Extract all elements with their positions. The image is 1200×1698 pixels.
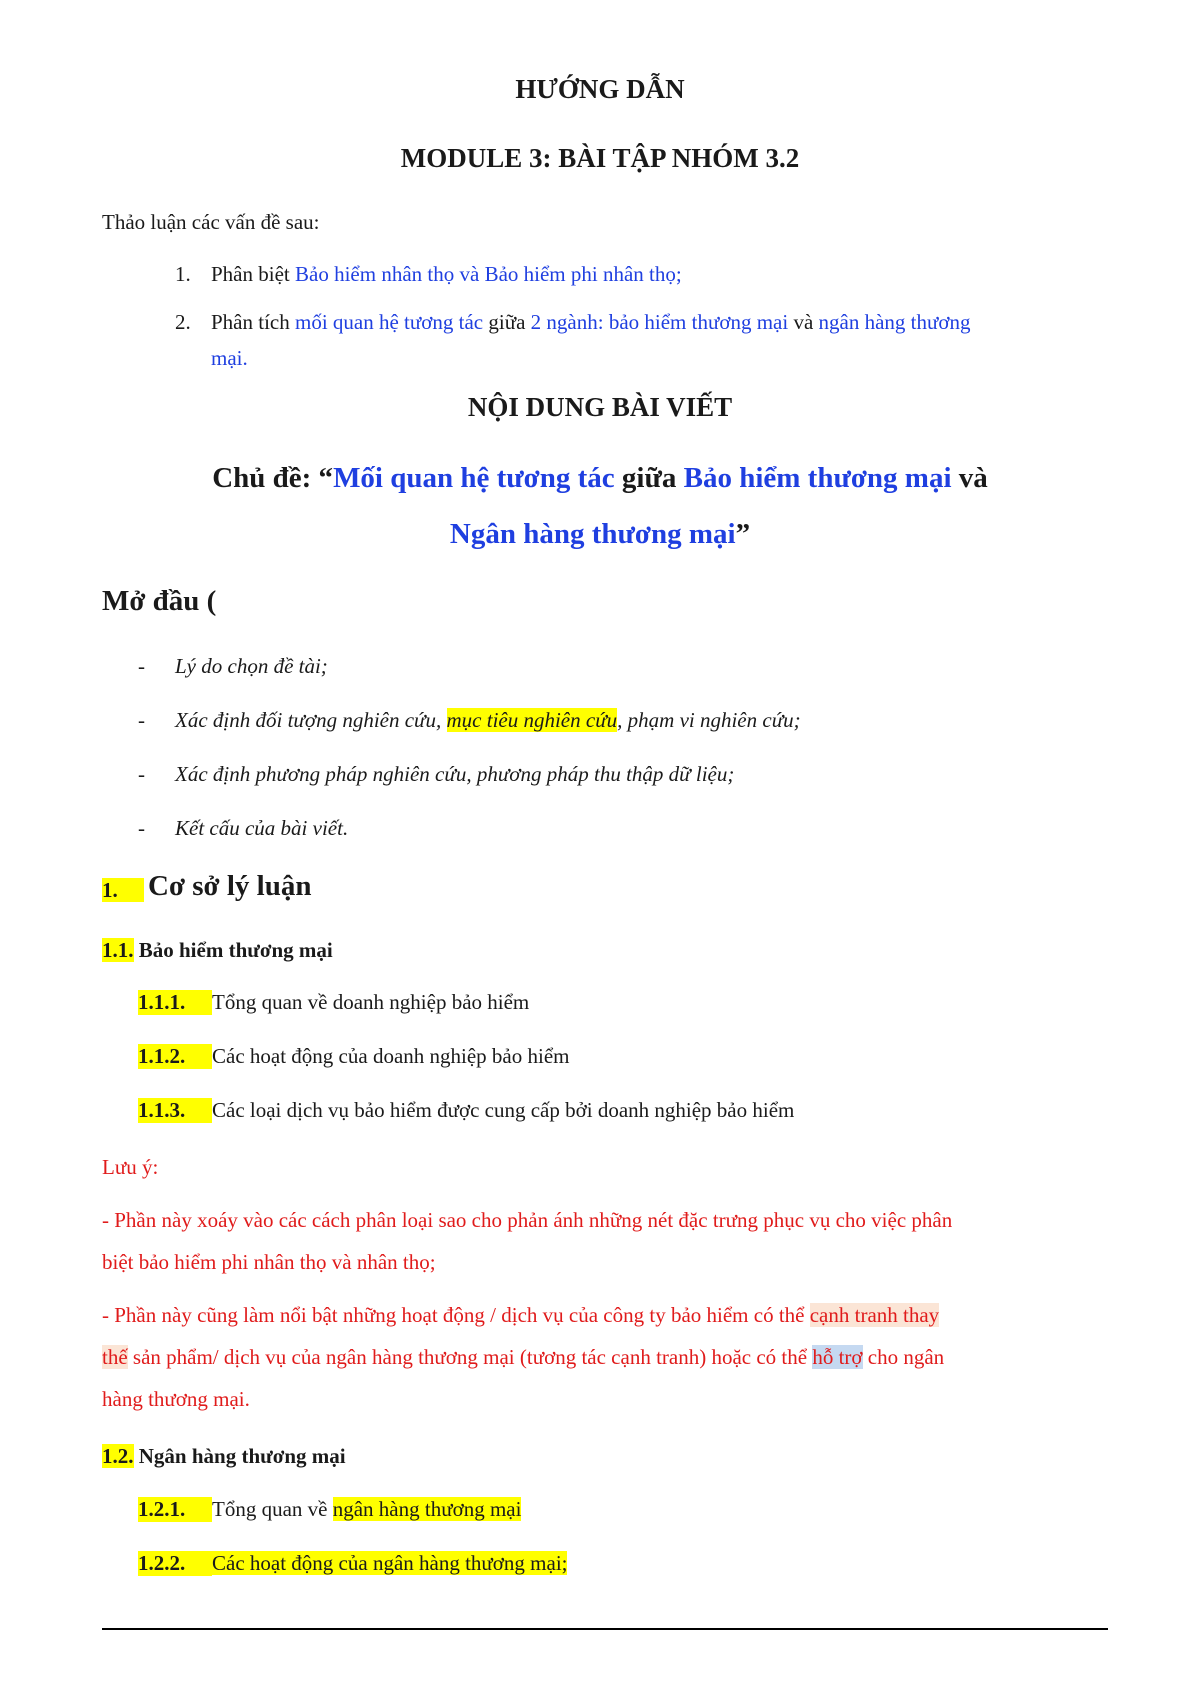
- intro-item-2-line-2: [211, 346, 248, 371]
- item-1-1-1: [138, 990, 529, 1015]
- topic-mid2: và: [951, 462, 988, 494]
- item-1-2-2-number: 1.2.2.: [138, 1551, 212, 1576]
- intro-item-2-commercial-insurance: bảo hiểm thương mại: [608, 310, 789, 334]
- note-p2-post: cho ngân: [862, 1345, 945, 1369]
- opening-bullet-dash: -: [138, 816, 145, 840]
- topic-line-1: [0, 462, 1200, 495]
- intro-item-1-pre: Phân biệt: [211, 262, 295, 286]
- topic-suffix: ”: [735, 518, 751, 550]
- subsection-1-1-title: Bảo hiểm thương mại: [133, 938, 333, 962]
- intro-item-2-commercial-bank: ngân hàng thương: [818, 310, 971, 334]
- intro-item-2-number: 2.: [175, 310, 191, 334]
- intro-item-2-mid1: giữa: [483, 310, 531, 334]
- topic-prefix: Chủ đề: “: [212, 462, 334, 494]
- intro-item-1-nonlife-insurance: Bảo hiểm phi nhân thọ: [484, 262, 676, 286]
- note-p2-substitute-highlight: thế: [102, 1345, 128, 1369]
- subsection-1-2: [102, 1444, 346, 1469]
- intro-item-1-mid: và: [454, 262, 485, 286]
- intro-item-1-number: 1.: [175, 262, 191, 286]
- note-paragraph-1-line-1: - Phần này xoáy vào các cách phân loại sao cho phản ánh những nét đặc trưng phục vụ cho việc phân: [102, 1208, 953, 1232]
- item-1-1-2-text: Các hoạt động của doanh nghiệp bảo hiểm: [212, 1044, 570, 1068]
- item-1-2-2-highlight: Các hoạt động của ngân hàng thương mại;: [212, 1551, 568, 1575]
- item-1-2-1-highlight: ngân hàng thương mại: [332, 1497, 522, 1521]
- opening-bullet-objectives-pre: Xác định đối tượng nghiên cứu,: [175, 708, 447, 732]
- note-paragraph-2-line-3: hàng thương mại.: [102, 1387, 250, 1411]
- topic-line-2: [0, 518, 1200, 551]
- item-1-1-2-number: 1.1.2.: [138, 1044, 212, 1069]
- item-1-2-1-number: 1.2.1.: [138, 1497, 212, 1522]
- opening-bullet-dash: -: [138, 654, 145, 678]
- module-title: MODULE 3: BÀI TẬP NHÓM 3.2: [400, 143, 800, 173]
- section-1-number: [102, 878, 144, 903]
- opening-bullet-dash: -: [138, 762, 145, 786]
- subsection-1-1-number: 1.1.: [102, 938, 134, 962]
- note-p2-support-highlight: hỗ trợ: [812, 1345, 863, 1369]
- item-1-2-1-pre: Tổng quan về: [212, 1497, 333, 1521]
- note-p2-competition-highlight: cạnh tranh thay: [809, 1303, 940, 1327]
- item-1-1-2: [138, 1044, 569, 1069]
- intro-item-1: [211, 262, 682, 287]
- note-paragraph-2-line-1: [102, 1303, 939, 1328]
- topic-commercial-bank: Ngân hàng thương mại: [449, 518, 736, 550]
- intro-item-2-sectors: 2 ngành: [530, 310, 598, 334]
- intro-item-2-mid2: :: [597, 310, 609, 334]
- intro-item-1-life-insurance: Bảo hiểm nhân thọ: [295, 262, 455, 286]
- subsection-1-2-title: Ngân hàng thương mại: [133, 1444, 346, 1468]
- intro-item-1-post: ;: [675, 262, 682, 286]
- intro-item-2-bank-end: mại: [211, 346, 243, 370]
- note-paragraph-2-line-2: [102, 1345, 944, 1370]
- intro-item-2-line-1: [211, 310, 971, 335]
- opening-bullet-methods: Xác định phương pháp nghiên cứu, phương pháp thu thập dữ liệu;: [175, 762, 735, 786]
- section-1-number-text: 1.: [102, 878, 144, 902]
- opening-heading: Mở đầu (: [102, 585, 217, 617]
- item-1-2-1: [138, 1497, 521, 1522]
- item-1-1-3-number: 1.1.3.: [138, 1098, 212, 1123]
- item-1-1-1-text: Tổng quan về doanh nghiệp bảo hiểm: [212, 990, 530, 1014]
- item-1-2-2: [138, 1551, 567, 1576]
- opening-bullet-objectives-highlight: mục tiêu nghiên cứu: [446, 708, 618, 732]
- opening-bullet-structure: Kết cấu của bài viết.: [175, 816, 349, 840]
- section-1-title: Cơ sở lý luận: [148, 870, 312, 902]
- note-p2-mid: sản phẩm/ dịch vụ của ngân hàng thương mại (tương tác cạnh tranh) hoặc có thể: [127, 1345, 813, 1369]
- intro-item-2-post: .: [242, 346, 248, 370]
- document-title: HƯỚNG DẪN: [515, 74, 685, 104]
- opening-bullet-dash: -: [138, 708, 145, 732]
- topic-mid1: giữa: [614, 462, 684, 494]
- subsection-1-2-number: 1.2.: [102, 1444, 134, 1468]
- opening-bullet-reason: Lý do chọn đề tài;: [175, 654, 328, 678]
- topic-commercial-insurance: Bảo hiểm thương mại: [683, 462, 952, 494]
- opening-bullet-objectives-post: , phạm vi nghiên cứu;: [617, 708, 801, 732]
- content-heading: NỘI DUNG BÀI VIẾT: [467, 392, 733, 422]
- intro-item-2-pre: Phân tích: [211, 310, 295, 334]
- item-1-1-3: [138, 1098, 794, 1123]
- note-label: Lưu ý:: [102, 1155, 159, 1179]
- topic-relation: Mối quan hệ tương tác: [333, 462, 615, 494]
- item-1-1-1-number: 1.1.1.: [138, 990, 212, 1015]
- intro-item-2-mid3: và: [788, 310, 819, 334]
- footer-divider: [102, 1628, 1108, 1630]
- intro-prompt: Thảo luận các vấn đề sau:: [102, 210, 320, 234]
- item-1-1-3-text: Các loại dịch vụ bảo hiểm được cung cấp bởi doanh nghiệp bảo hiểm: [212, 1098, 795, 1122]
- subsection-1-1: [102, 938, 333, 963]
- note-p2-pre: - Phần này cũng làm nổi bật những hoạt động / dịch vụ của công ty bảo hiểm có thể: [102, 1303, 810, 1327]
- intro-item-2-relation: mối quan hệ tương tác: [295, 310, 484, 334]
- note-paragraph-1-line-2: biệt bảo hiểm phi nhân thọ và nhân thọ;: [102, 1250, 436, 1274]
- opening-bullet-objectives: [175, 708, 801, 733]
